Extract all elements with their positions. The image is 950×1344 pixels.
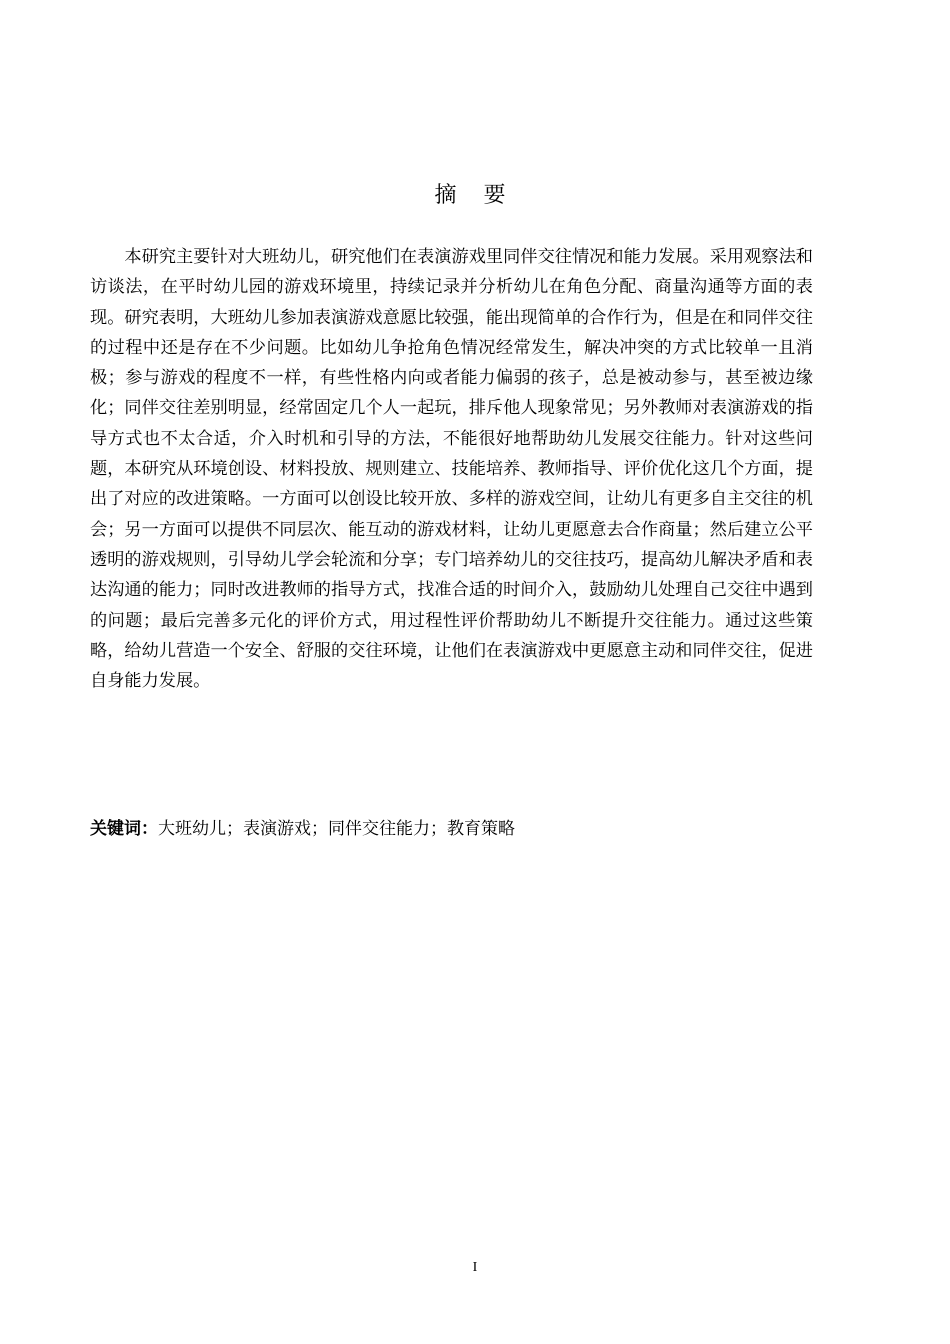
page-title: 摘 要 (434, 183, 516, 208)
keywords-label: 关键词： (90, 819, 158, 839)
abstract-paragraph: 本研究主要针对大班幼儿，研究他们在表演游戏里同伴交往情况和能力发展。采用观察法和访谈法，在平时幼儿园的游戏环境里，持续记录并分析幼儿在角色分配、商量沟通等方面的表现。研究表明，大班幼儿参加表演游戏意愿比较强，能出现简单的合作行为，但是在和同伴交往的过程中还是存在不少问题。比如幼儿争抢角色情况经常发生，解决冲突的方式比较单一且消极；参与游戏的程度不一样，有些性格内向或者能力偏弱的孩子，总是被动参与，甚至被边缘化；同伴交往差别明显，经常固定几个人一起玩，排斥他人现象常见；另外教师对表演游戏的指导方式也不太合适，介入时机和引导的方法，不能很好地帮助幼儿发展交往能力。针对这些问题，本研究从环境创设、材料投放、规则建立、技能培养、教师指导、评价优化这几个方面，提出了对应的改进策略。一方面可以创设比较开放、多样的游戏空间，让幼儿有更多自主交往的机会；另一方面可以提供不同层次、能互动的游戏材料，让幼儿更愿意去合作商量；然后建立公平透明的游戏规则，引导幼儿学会轮流和分享；专门培养幼儿的交往技巧，提高幼儿解决矛盾和表达沟通的能力；同时改进教师的指导方式，找准合适的时间介入，鼓励幼儿处理自己交往中遇到的问题；最后完善多元化的评价方式，用过程性评价帮助幼儿不断提升交往能力。通过这些策略，给幼儿营造一个安全、舒服的交往环境，让他们在表演游戏中更愿意主动和同伴交往，促进自身能力发展。 (90, 247, 813, 692)
page-number: I (472, 1260, 478, 1275)
keywords-line (90, 815, 813, 843)
keywords-text: 大班幼儿；表演游戏；同伴交往能力；教育策略 (158, 819, 515, 839)
